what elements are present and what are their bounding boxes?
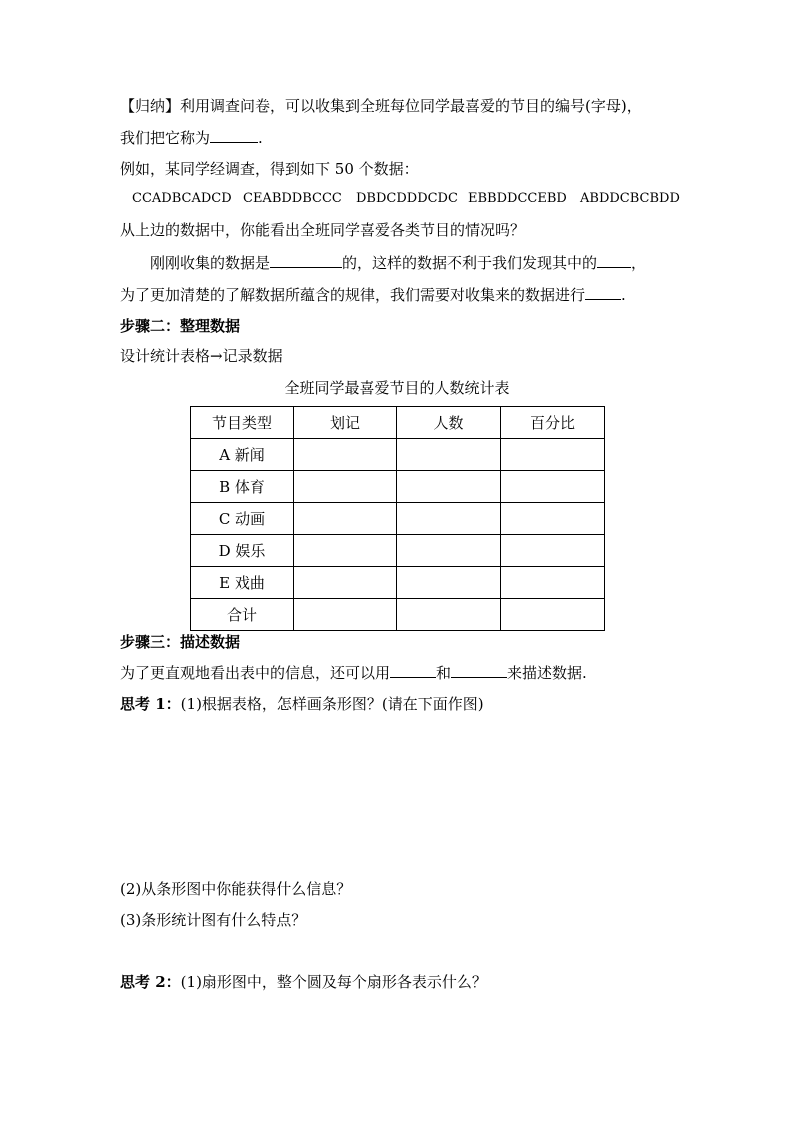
- summary-period: .: [258, 129, 263, 147]
- step3-text: [120, 663, 587, 683]
- summary-line-1: [120, 96, 642, 116]
- data-group: EBBDDCCEBD: [468, 191, 567, 206]
- fill-text: 刚刚收集的数据是: [150, 254, 271, 272]
- think2-label: 思考 2：: [120, 973, 181, 991]
- step3-part: 来描述数据.: [507, 664, 587, 682]
- header-tally: 划记: [294, 407, 397, 439]
- example-question: 从上边的数据中，你能看出全班同学喜爱各类节目的情况吗？: [120, 221, 526, 239]
- fill-blank-pattern[interactable]: [597, 253, 631, 268]
- percent-cell[interactable]: [501, 567, 605, 599]
- count-cell[interactable]: [397, 599, 501, 631]
- summary-line-2: [120, 128, 263, 148]
- tally-cell[interactable]: [294, 503, 397, 535]
- tally-cell[interactable]: [294, 599, 397, 631]
- header-category: 节目类型: [191, 407, 294, 439]
- tally-cell[interactable]: [294, 567, 397, 599]
- header-count: 人数: [397, 407, 501, 439]
- think2-q1: (1)扇形图中，整个圆及每个扇形各表示什么？: [180, 973, 487, 991]
- row-label: A 新闻: [191, 439, 294, 471]
- step3-blank-2[interactable]: [451, 663, 507, 678]
- data-group: DBDCDDDCDC: [356, 191, 458, 206]
- percent-cell[interactable]: [501, 503, 605, 535]
- summary-blank[interactable]: [210, 128, 258, 143]
- step3-blank-1[interactable]: [390, 663, 436, 678]
- count-cell[interactable]: [397, 471, 501, 503]
- tally-cell[interactable]: [294, 471, 397, 503]
- think1-q2: (2)从条形图中你能获得什么信息？: [120, 880, 352, 898]
- drawing-area[interactable]: [120, 722, 680, 872]
- row-label: C 动画: [191, 503, 294, 535]
- count-cell[interactable]: [397, 567, 501, 599]
- fill-paragraph-1: [150, 253, 646, 273]
- percent-cell[interactable]: [501, 535, 605, 567]
- step2-flow: 设计统计表格→记录数据: [120, 347, 283, 365]
- data-group: CCADBCADCD: [132, 191, 232, 206]
- example-intro: 例如，某同学经调查，得到如下 50 个数据：: [120, 160, 419, 178]
- fill-blank-process[interactable]: [585, 285, 621, 300]
- row-label: D 娱乐: [191, 535, 294, 567]
- row-label: B 体育: [191, 471, 294, 503]
- table-title: 全班同学最喜爱节目的人数统计表: [284, 379, 510, 397]
- data-group: CEABDDBCCC: [243, 191, 342, 206]
- data-group: ABDDCBCBDD: [580, 191, 680, 206]
- percent-cell[interactable]: [501, 599, 605, 631]
- percent-cell[interactable]: [501, 471, 605, 503]
- header-percent: 百分比: [501, 407, 605, 439]
- think1-q3: (3)条形统计图有什么特点？: [120, 911, 307, 929]
- row-label: 合计: [191, 599, 294, 631]
- count-cell[interactable]: [397, 439, 501, 471]
- percent-cell[interactable]: [501, 439, 605, 471]
- table-header-row: [191, 407, 605, 439]
- table-row: [191, 599, 605, 631]
- fill-text: 为了更加清楚的了解数据所蕴含的规律，我们需要对收集来的数据进行: [120, 286, 586, 304]
- table-row: [191, 471, 605, 503]
- count-cell[interactable]: [397, 503, 501, 535]
- fill-text: .: [621, 286, 626, 304]
- table-row: [191, 567, 605, 599]
- step3-part: 和: [436, 664, 452, 682]
- think2-line: [120, 972, 487, 992]
- think1-label: 思考 1：: [120, 695, 181, 713]
- table-row: [191, 503, 605, 535]
- count-cell[interactable]: [397, 535, 501, 567]
- step3-title: 步骤三：描述数据: [120, 633, 241, 651]
- row-label: E 戏曲: [191, 567, 294, 599]
- fill-text: ，: [631, 254, 647, 272]
- fill-blank-raw[interactable]: [270, 253, 342, 268]
- step3-part: 为了更直观地看出表中的信息，还可以用: [120, 664, 391, 682]
- summary-label: 【归纳】: [120, 97, 181, 115]
- tally-cell[interactable]: [294, 535, 397, 567]
- think1-line: [120, 694, 484, 714]
- fill-text: 的，这样的数据不利于我们发现其中的: [342, 254, 598, 272]
- fill-paragraph-2: [120, 285, 626, 305]
- think1-q1: (1)根据表格，怎样画条形图？(请在下面作图): [180, 695, 484, 713]
- summary-text-2: 我们把它称为: [120, 129, 211, 147]
- step2-title: 步骤二：整理数据: [120, 317, 241, 335]
- stats-table: [190, 406, 605, 631]
- table-row: [191, 439, 605, 471]
- table-row: [191, 535, 605, 567]
- summary-text-1: 利用调查问卷，可以收集到全班每位同学最喜爱的节目的编号(字母)，: [180, 97, 642, 115]
- tally-cell[interactable]: [294, 439, 397, 471]
